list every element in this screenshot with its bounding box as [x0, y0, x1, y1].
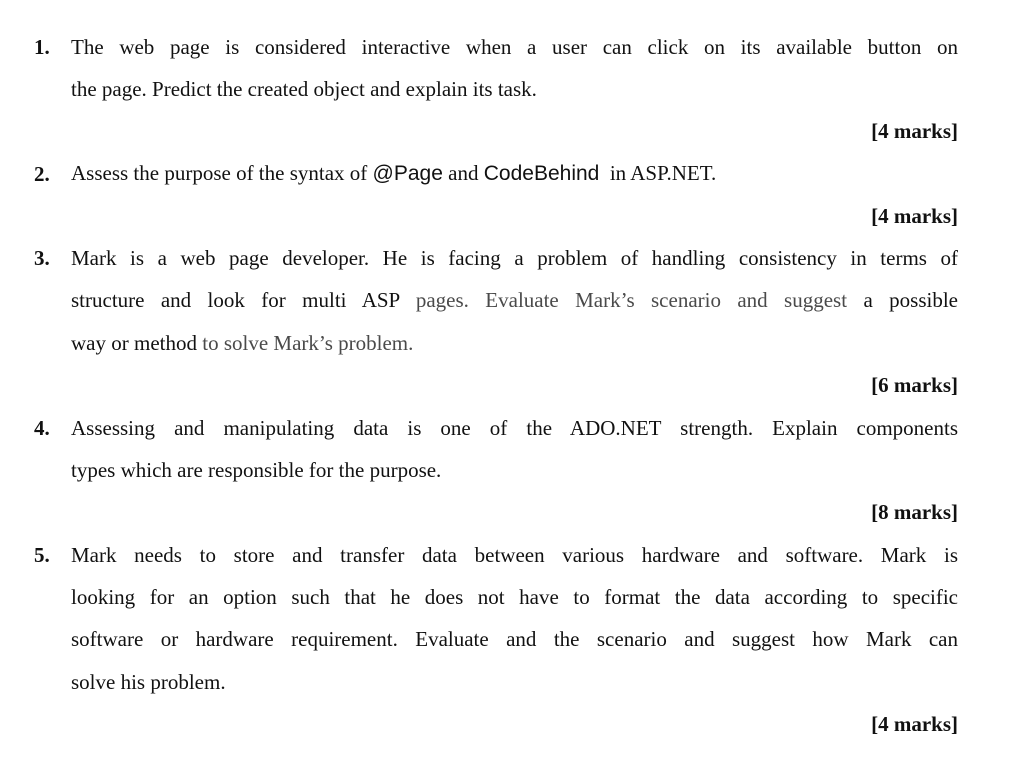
question-3-line-2-a: structure and look for multi ASP: [71, 288, 400, 312]
question-3-line-2-c: a possible: [863, 288, 958, 312]
question-3-line-3-b: to solve Mark’s problem.: [202, 331, 414, 355]
question-4-line-2: types which are responsible for the purpose.: [71, 458, 442, 482]
question-5-number: 5.: [34, 543, 50, 567]
question-3-line-3-a: way or method: [71, 331, 197, 355]
question-2-line-1: [71, 161, 958, 186]
question-3-line-3: [71, 331, 958, 355]
question-5-line-3: software or hardware requirement. Evaluate and the scenario and suggest how Mark can: [71, 627, 958, 651]
question-3-marks: [6 marks]: [871, 373, 958, 397]
question-2-marks: [4 marks]: [871, 204, 958, 228]
question-2-code-codebehind: CodeBehind: [483, 162, 600, 185]
question-5-line-1: Mark needs to store and transfer data between various hardware and software. Mark is: [71, 543, 958, 567]
question-4-number: 4.: [34, 416, 50, 440]
question-2-text-c: in ASP.NET.: [609, 161, 717, 185]
question-1-marks: [4 marks]: [871, 119, 958, 143]
question-2-text-a: Assess the purpose of the syntax of: [71, 161, 368, 185]
question-2-text-b: and: [448, 161, 479, 185]
question-4-line-1: Assessing and manipulating data is one of the ADO.NET strength. Explain components: [71, 416, 958, 440]
question-2-number: 2.: [34, 162, 50, 186]
question-4-marks: [8 marks]: [871, 500, 958, 524]
question-1-line-2: the page. Predict the created object and explain its task.: [71, 77, 537, 101]
question-1-line-1: The web page is considered interactive when a user can click on its available button on: [71, 35, 958, 59]
question-1-number: 1.: [34, 35, 50, 59]
question-3-line-1: Mark is a web page developer. He is facing a problem of handling consistency in terms of: [71, 246, 958, 270]
question-5-line-2: looking for an option such that he does not have to format the data according to specific: [71, 585, 958, 609]
question-3-line-2-b: pages. Evaluate Mark’s scenario and suggest: [415, 288, 848, 312]
question-5-marks: [4 marks]: [871, 712, 958, 736]
question-3-line-2: [71, 288, 958, 312]
question-3-number: 3.: [34, 246, 50, 270]
question-2-code-page: @Page: [372, 162, 443, 185]
question-5-line-4: solve his problem.: [71, 670, 226, 694]
